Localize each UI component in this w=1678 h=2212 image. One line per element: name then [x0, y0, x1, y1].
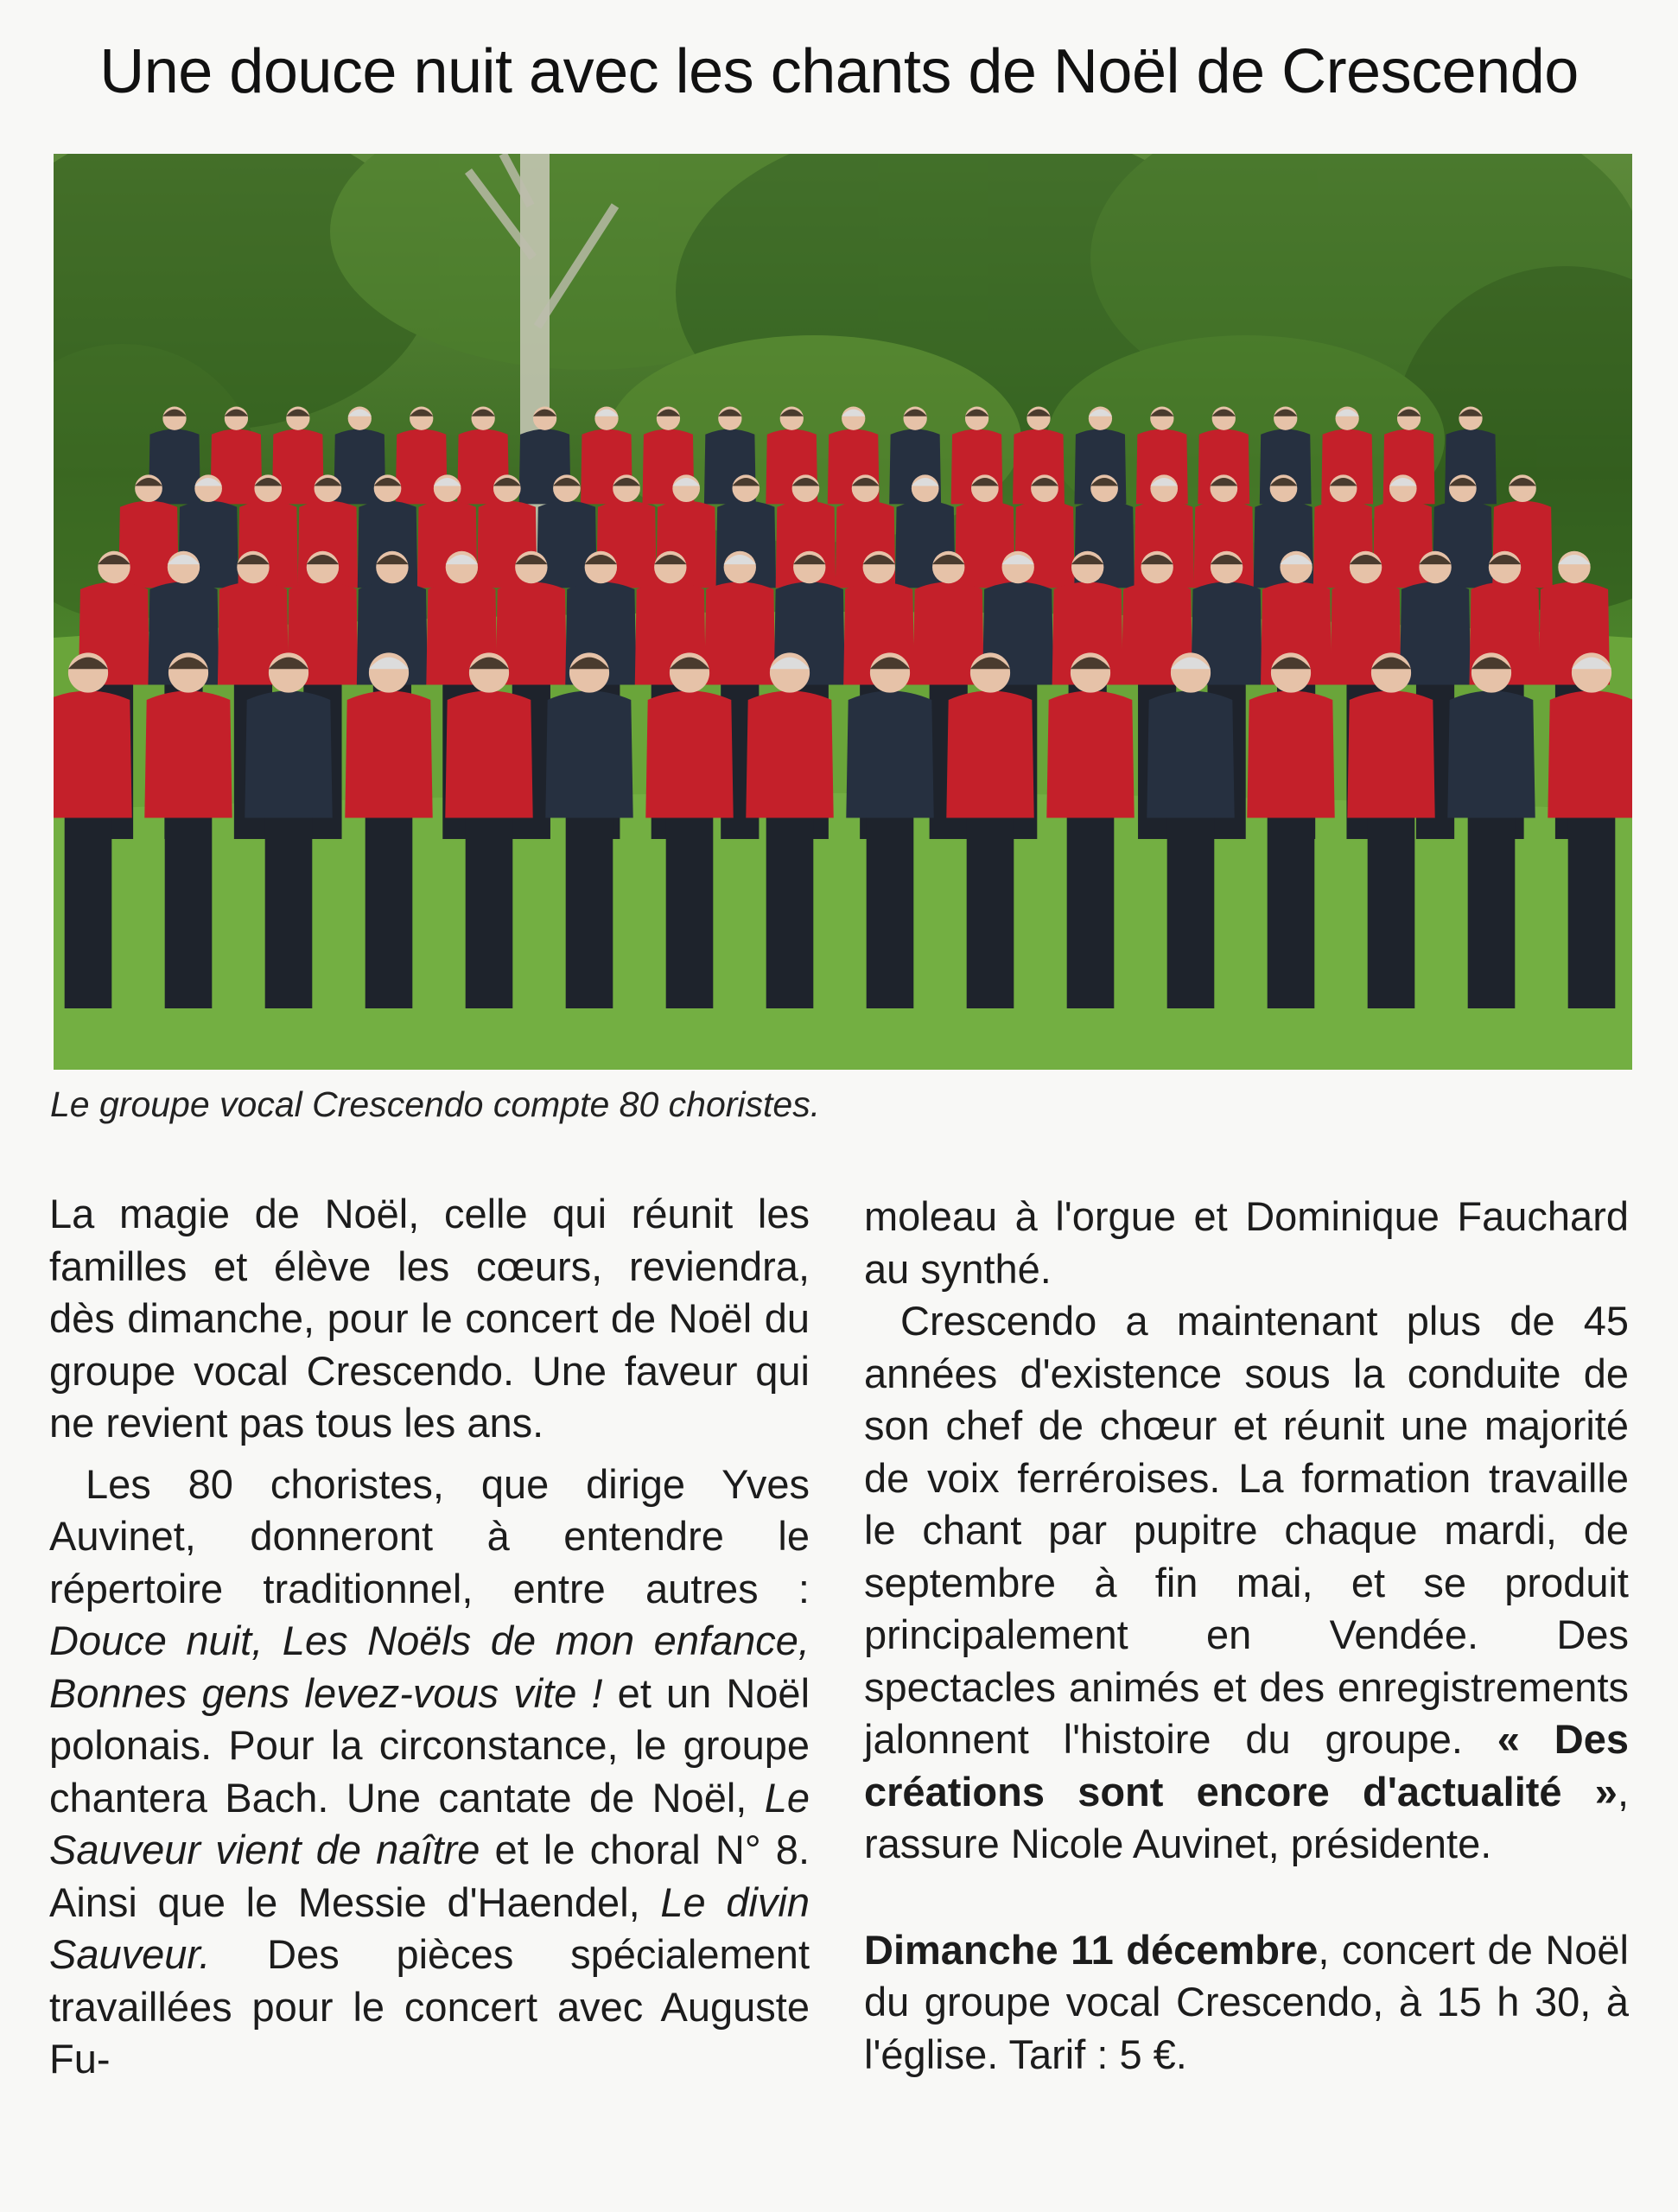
singer-body — [1447, 691, 1535, 818]
repertoire-text-c: et le choral N° 8. Ainsi que le Messie d'Haendel, — [49, 1827, 810, 1925]
singer-legs — [1468, 818, 1516, 1009]
history-text-a: Crescendo a maintenant plus de 45 années d'existence sous la conduite de son chef de chœur et réunit une majorité de voix ferréroises. La formation travaille le chant par pupitre chaque mardi, de septembre à fin mai, et se produit principalement en Vendée. Des spectacles animés et des enregistrements jalonnent l'histoire du groupe. — [864, 1298, 1629, 1762]
paragraph-musicians: moleau à l'orgue et Dominique Fauchard au synthé. — [864, 1193, 1629, 1292]
paragraph-history — [864, 1295, 1629, 1871]
repertoire-cantate: Le Sauveur vient de naître — [49, 1774, 810, 1872]
event-date: Dimanche 11 décembre — [864, 1926, 1319, 1973]
singer-legs — [1167, 818, 1215, 1009]
singer-body — [144, 691, 232, 818]
singer-legs — [1268, 818, 1315, 1009]
repertoire-songs: Douce nuit, Les Noëls de mon enfance, Bonnes gens levez-vous vite ! — [49, 1618, 810, 1716]
event-details: , concert de Noël du groupe vocal Crescendo, à 15 h 30, à l'église. Tarif : 5 €. — [864, 1926, 1629, 2077]
repertoire-messie: Le divin Sauveur. — [49, 1878, 810, 1977]
repertoire-text-d: Des pièces spécialement travaillées pour le concert avec Auguste Fu- — [49, 1931, 810, 2082]
singer-body — [1046, 691, 1134, 818]
article-column-right — [864, 1191, 1629, 2081]
singer-body — [645, 691, 733, 818]
singer-body — [545, 691, 632, 818]
singer-body — [54, 691, 132, 818]
paragraph-event-info — [864, 1924, 1629, 2082]
article-column-left — [49, 1188, 810, 2086]
singer-body — [1347, 691, 1434, 818]
photo-caption: Le groupe vocal Crescendo compte 80 choristes. — [50, 1084, 821, 1124]
singer-body — [1147, 691, 1234, 818]
singer-body — [946, 691, 1033, 818]
singer-legs — [1067, 818, 1115, 1009]
singer-legs — [867, 818, 914, 1009]
paragraph-intro: La magie de Noël, celle qui réunit les familles et élève les cœurs, reviendra, dès dimanche, pour le concert de Noël du groupe vocal Crescendo. Une faveur qui ne revient pas tous les ans. — [49, 1191, 810, 1446]
singer-body — [1548, 691, 1632, 818]
singer-legs — [1368, 818, 1415, 1009]
singer-legs — [967, 818, 1014, 1009]
singer-legs — [365, 818, 413, 1009]
history-quote: « Des créations sont encore d'actualité » — [864, 1716, 1629, 1815]
singer-body — [345, 691, 432, 818]
singer-body — [746, 691, 833, 818]
singer-body — [245, 691, 332, 818]
choir-illustration — [54, 154, 1632, 1070]
singer-body — [846, 691, 933, 818]
singer-body — [1247, 691, 1334, 818]
headline: Une douce nuit avec les chants de Noël de Crescendo — [99, 37, 1579, 106]
singer-body — [445, 691, 532, 818]
singer-legs — [1568, 818, 1616, 1009]
paragraph-repertoire — [49, 1459, 810, 2086]
history-text-b: , rassure Nicole Auvinet, présidente. — [864, 1768, 1629, 1866]
group-photo — [54, 154, 1632, 1070]
singer-legs — [466, 818, 513, 1009]
singer-legs — [165, 818, 213, 1009]
singer-legs — [566, 818, 613, 1009]
repertoire-text-b: et un Noël polonais. Pour la circonstance, le groupe chantera Bach. Une cantate de Noël, — [49, 1669, 810, 1821]
singer-legs — [766, 818, 814, 1009]
singer-legs — [65, 818, 112, 1009]
repertoire-text-a: Les 80 choristes, que dirige Yves Auvinet, donneront à entendre le répertoire traditionnel, entre autres : — [49, 1460, 810, 1611]
singer-legs — [265, 818, 313, 1009]
singer-legs — [666, 818, 714, 1009]
singer-body — [704, 582, 775, 685]
